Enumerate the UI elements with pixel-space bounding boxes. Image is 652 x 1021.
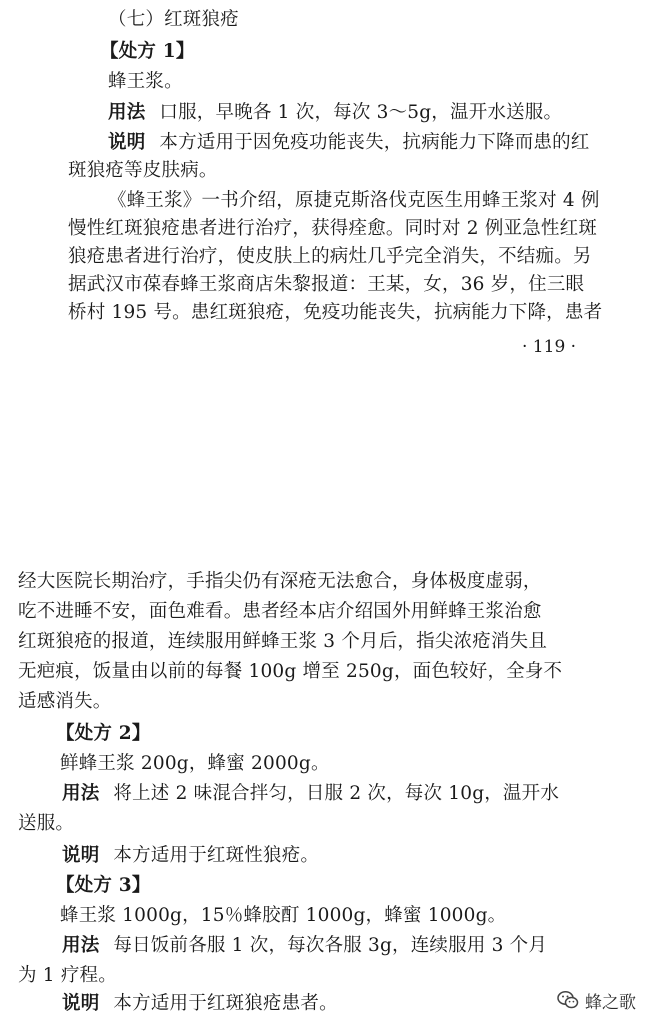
prescription-3-usage-continued: 为 1 疗程。 xyxy=(18,965,117,986)
watermark-text: 蜂之歌 xyxy=(585,992,636,1013)
usage-label: 用法 xyxy=(62,935,100,956)
paragraph-line: 据武汉市葆春蜂王浆商店朱黎报道：王某，女，36 岁，住三眼 xyxy=(68,274,585,295)
prescription-2-note xyxy=(62,844,319,868)
prescription-2-body: 鲜蜂王浆 200g，蜂蜜 2000g。 xyxy=(60,753,330,774)
page-top xyxy=(0,0,652,372)
prescription-2-usage-continued: 送服。 xyxy=(18,813,75,834)
note-text: 本方适用于红斑狼疮患者。 xyxy=(113,993,338,1014)
usage-text: 口服，早晚各 1 次，每次 3～5g，温开水送服。 xyxy=(159,102,563,123)
note-label: 说明 xyxy=(62,993,100,1014)
usage-label: 用法 xyxy=(62,783,100,804)
watermark xyxy=(556,985,648,1015)
paragraph-line: 红斑狼疮的报道，连续服用鲜蜂王浆 3 个月后，指尖浓疮消失且 xyxy=(18,631,548,652)
paragraph-line: 无疤痕，饭量由以前的每餐 100g 增至 250g，面色较好，全身不 xyxy=(18,661,563,682)
page-number: · 119 · xyxy=(522,337,577,357)
note-label: 说明 xyxy=(108,132,146,153)
paragraph-line: 慢性红斑狼疮患者进行治疗，获得痊愈。同时对 2 例亚急性红斑 xyxy=(68,218,598,239)
section-heading: （七）红斑狼疮 xyxy=(108,9,239,30)
usage-label: 用法 xyxy=(108,102,146,123)
prescription-1-note-continued: 斑狼疮等皮肤病。 xyxy=(68,160,218,181)
prescription-1-body: 蜂王浆。 xyxy=(108,71,183,92)
paragraph-line: 适感消失。 xyxy=(18,691,112,712)
paragraph-line: 狼疮患者进行治疗，使皮肤上的病灶几乎完全消失，不结痂。另 xyxy=(68,246,592,267)
prescription-3-usage xyxy=(62,934,547,958)
prescription-3-body: 蜂王浆 1000g，15％蜂胶酊 1000g，蜂蜜 1000g。 xyxy=(60,905,507,926)
paragraph-line: 经大医院长期治疗，手指尖仍有深疮无法愈合，身体极度虚弱， xyxy=(18,571,542,592)
note-label: 说明 xyxy=(62,845,100,866)
prescription-1-usage xyxy=(108,101,562,125)
prescription-3-title: 【处方 3】 xyxy=(56,875,151,896)
paragraph-line: 桥村 195 号。患红斑狼疮，免疫功能丧失，抗病能力下降，患者 xyxy=(68,302,603,323)
note-text: 本方适用于红斑性狼疮。 xyxy=(113,845,320,866)
usage-text: 每日饭前各服 1 次，每次各服 3g，连续服用 3 个月 xyxy=(113,935,548,956)
prescription-2-usage xyxy=(62,782,559,806)
note-text: 本方适用于因免疫功能丧失，抗病能力下降而患的红 xyxy=(159,132,590,153)
usage-text: 将上述 2 味混合拌匀，日服 2 次，每次 10g，温开水 xyxy=(113,783,560,804)
wechat-icon xyxy=(556,988,580,1012)
paragraph-line: 吃不进睡不安，面色难看。患者经本店介绍国外用鲜蜂王浆治愈 xyxy=(18,601,542,622)
page-bottom xyxy=(0,560,652,1021)
prescription-1-title: 【处方 1】 xyxy=(100,41,195,62)
prescription-1-note xyxy=(108,131,590,155)
prescription-2-title: 【处方 2】 xyxy=(56,723,151,744)
paragraph-line: 《蜂王浆》一书介绍，原捷克斯洛伐克医生用蜂王浆对 4 例 xyxy=(108,190,600,211)
prescription-3-note xyxy=(62,992,338,1016)
